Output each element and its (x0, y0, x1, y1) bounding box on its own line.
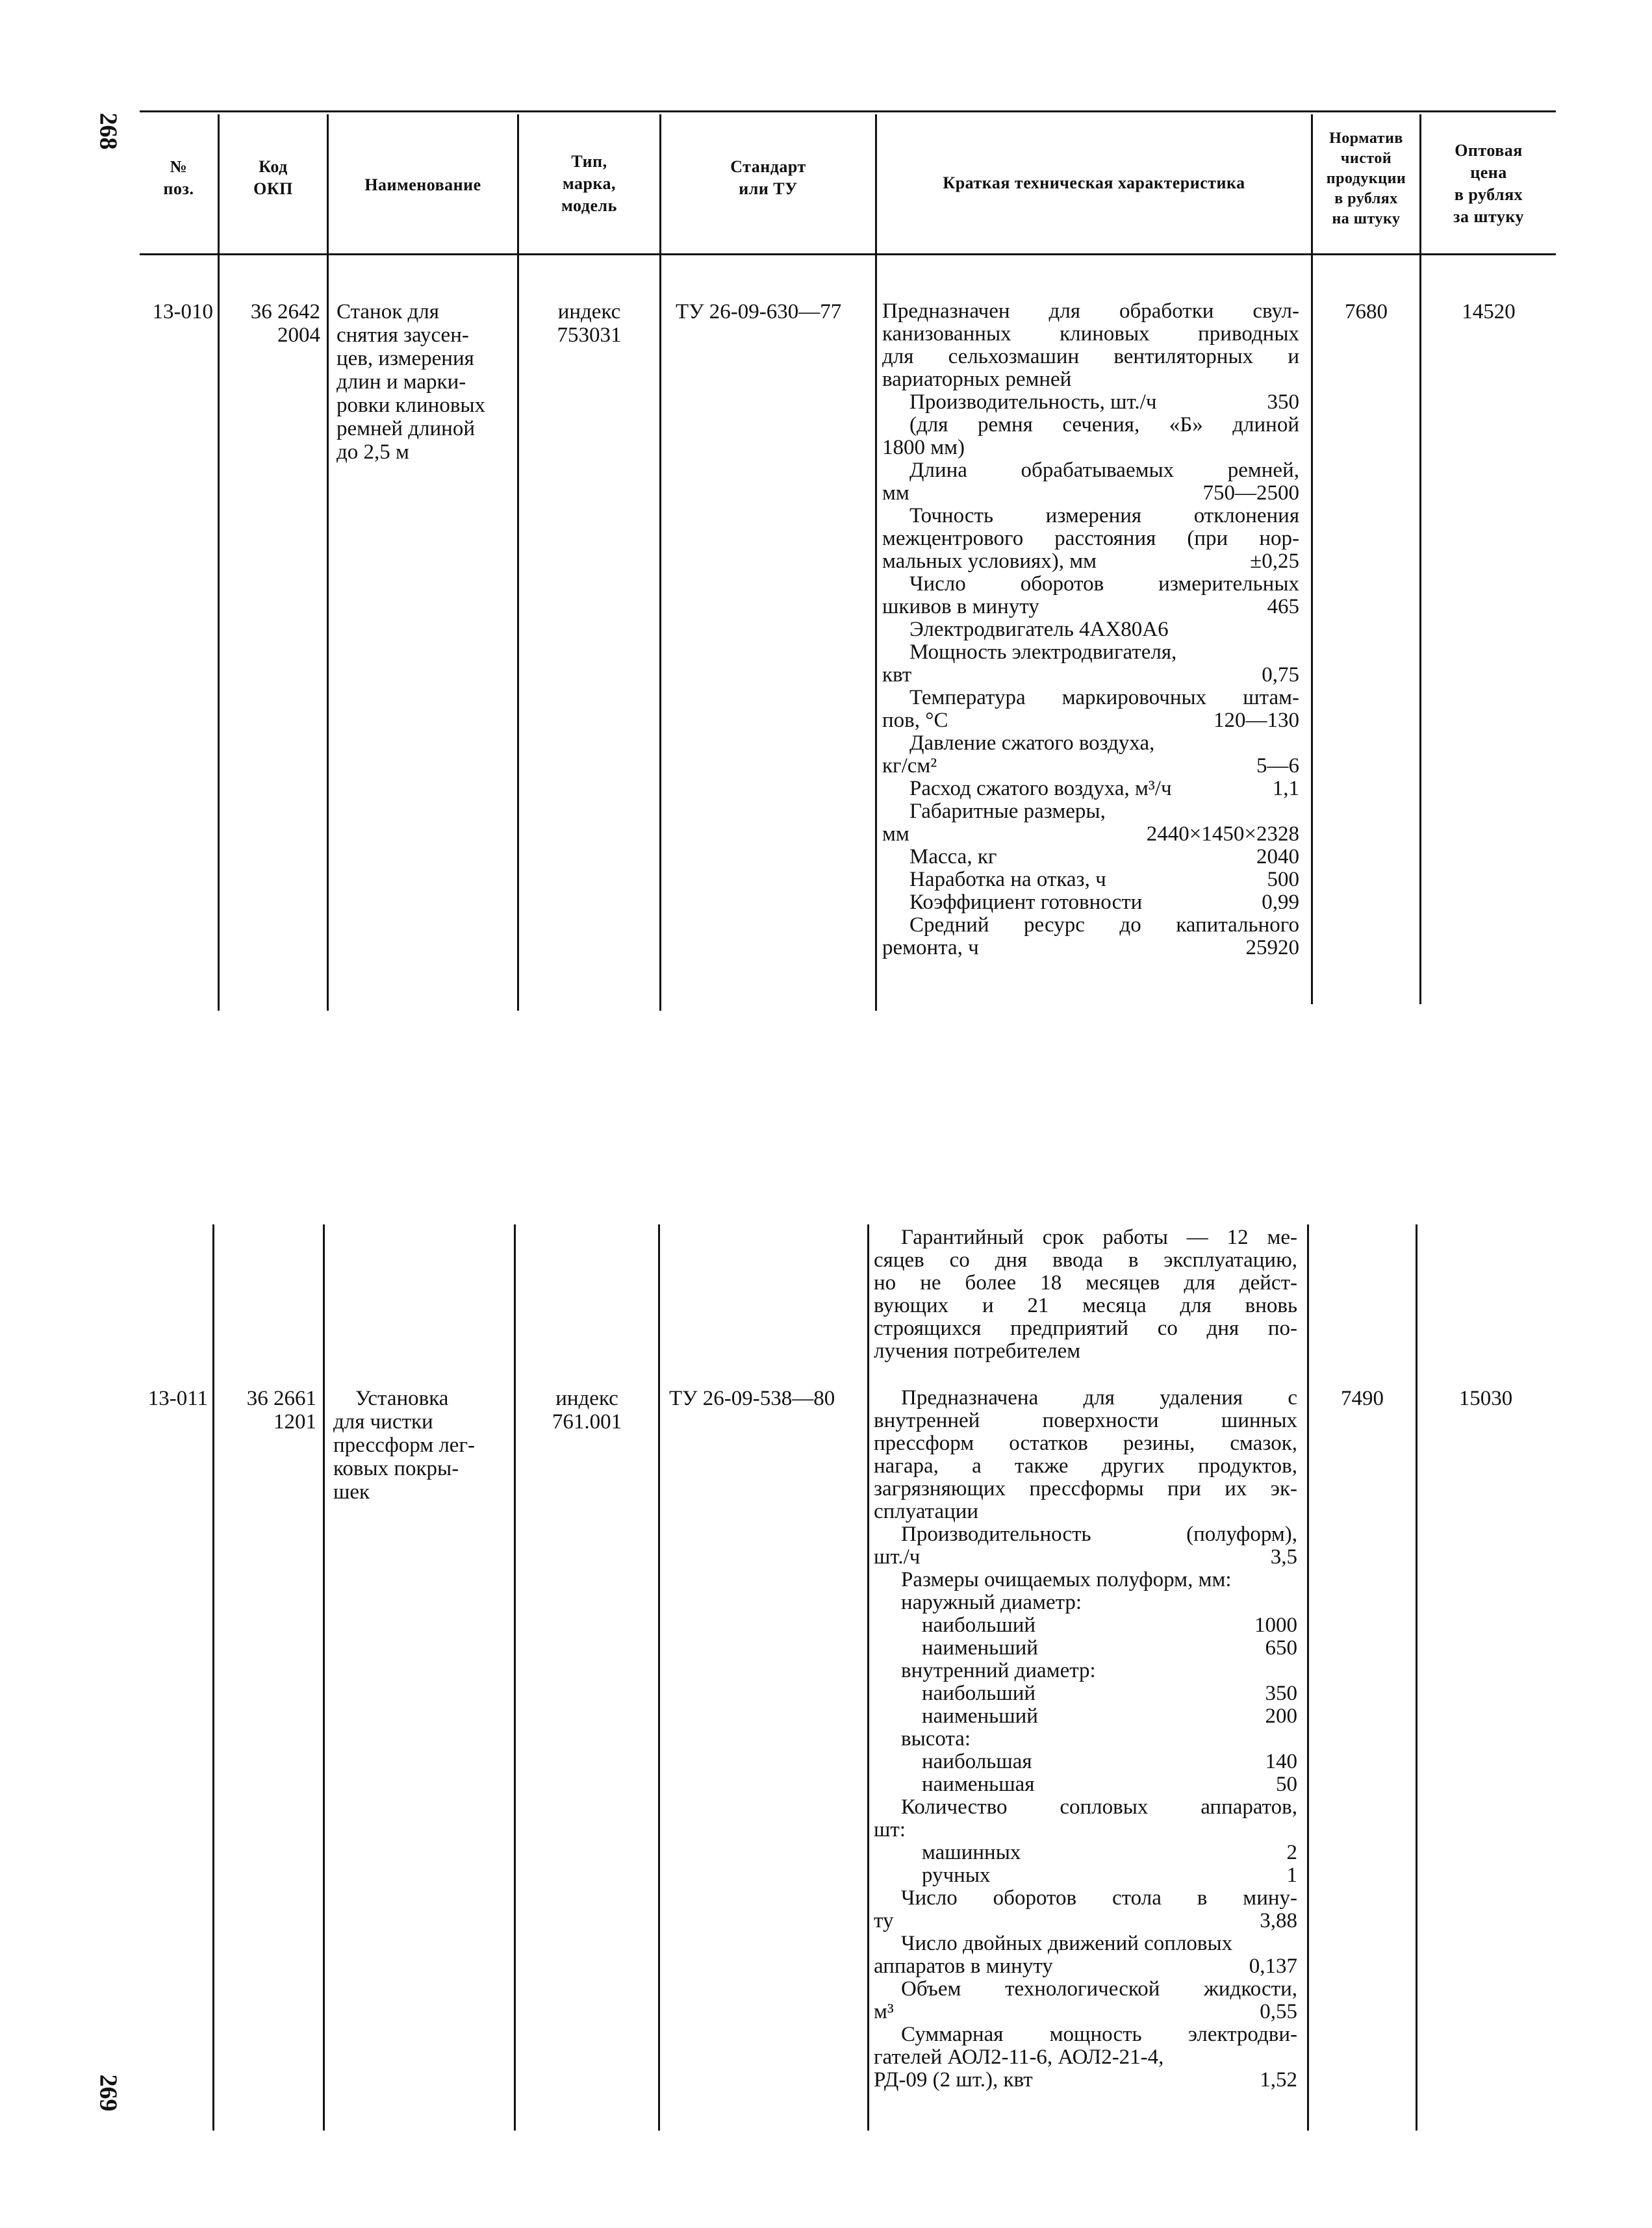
spec-value: 2 (1286, 1841, 1297, 1864)
spec-line: для сельхозмашин вентиляторных и (882, 345, 1299, 368)
spec-line: Гарантийный срок работы — 12 ме- (901, 1226, 1297, 1249)
spec-line (882, 391, 1299, 414)
spec-label: наибольший (922, 1614, 1036, 1637)
spec-value: 2040 (1256, 845, 1299, 868)
spec-label: ту (874, 1909, 894, 1932)
spec-value: 750—2500 (1202, 481, 1299, 505)
row2-type: индекс 761.001 (552, 1387, 622, 1434)
spec-line (874, 1637, 1297, 1660)
spec-label: Масса, кг (909, 845, 997, 868)
header-name: Наименование (364, 175, 481, 194)
spec-value: 350 (1267, 390, 1299, 414)
spec-line: лучения потребителем (874, 1339, 1081, 1363)
spec-value: 1,1 (1272, 777, 1299, 800)
spec-value: 465 (1267, 595, 1299, 618)
col-divider (517, 114, 519, 1011)
spec-line: вариаторных ремней (882, 368, 1072, 391)
spec-value: 0,75 (1262, 663, 1299, 687)
spec-line: Длина обрабатываемых ремней, (909, 459, 1299, 482)
row1-price: 14520 (1462, 300, 1516, 323)
header-bottom-rule (140, 253, 1556, 255)
spec-line: сплуатации (874, 1500, 979, 1523)
spec-value: 140 (1265, 1750, 1297, 1773)
spec-label: наименьшая (922, 1773, 1035, 1796)
spec-label: шкивов в минуту (882, 595, 1039, 618)
spec-line: шт: (874, 1818, 906, 1842)
spec-label: наименьший (922, 1636, 1038, 1660)
spec-value: 350 (1265, 1682, 1297, 1705)
spec-line: сяцев со дня ввода в эксплуатацию, (874, 1248, 1297, 1272)
spec-line (874, 2069, 1297, 2092)
spec-label: наибольшая (922, 1750, 1032, 1773)
header-okp: Код ОКП (253, 157, 293, 198)
page-number-top: 268 (94, 112, 122, 150)
spec-value: 200 (1265, 1704, 1297, 1728)
col-divider (327, 114, 329, 1011)
row1-name: Станок для снятия заусен- цев, измерения длин и марки- ровки клиновых ремней длиной до 2,5 м (337, 300, 486, 464)
spec-label: ремонта, ч (882, 936, 979, 959)
header-type: Тип, марка, модель (561, 152, 617, 215)
col-divider (323, 1224, 325, 2131)
spec-line: гателей АОЛ2-11-6, АОЛ2-21-4, (874, 2045, 1164, 2069)
spec-label: аппаратов в минуту (874, 1955, 1053, 1978)
spec-line: вующих и 21 месяца для вновь (874, 1294, 1297, 1317)
spec-line: Электродвигатель 4АХ80А6 (909, 618, 1169, 641)
spec-label: машинных (922, 1841, 1021, 1864)
spec-line (874, 1864, 1297, 1887)
col-divider (867, 1224, 869, 2131)
spec-label: квт (882, 663, 912, 687)
spec-value: 3,88 (1260, 1909, 1297, 1932)
header-price: Оптовая цена в рублях за штуку (1453, 141, 1524, 226)
spec-line (882, 891, 1299, 914)
row1-description (882, 300, 1299, 959)
spec-label: мм (882, 822, 909, 846)
spec-line (874, 1910, 1297, 1932)
spec-label: Наработка на отказ, ч (909, 868, 1106, 891)
spec-line (874, 1955, 1297, 1978)
spec-label: РД-09 (2 шт.), квт (874, 2068, 1033, 2092)
row1-pos: 13-010 (152, 300, 213, 323)
spec-label: наибольший (922, 1682, 1036, 1705)
spec-line: Количество сопловых аппаратов, (901, 1795, 1297, 1819)
spec-line (874, 1546, 1297, 1569)
spec-line (882, 755, 1299, 778)
spec-line: внутренней поверхности шинных (874, 1409, 1297, 1432)
spec-line (874, 1682, 1297, 1705)
spec-label: шт./ч (874, 1545, 921, 1569)
spec-line: Объем технологической жидкости, (901, 1977, 1297, 2001)
spec-value: 650 (1265, 1636, 1297, 1660)
row2-okp: 36 2661 1201 (246, 1387, 316, 1434)
spec-label: м³ (874, 2000, 894, 2023)
spec-line: высота: (901, 1727, 971, 1751)
spec-line (874, 1614, 1297, 1637)
col-divider (875, 114, 877, 1011)
header-description: Краткая техническая характеристика (943, 173, 1245, 192)
spec-line: загрязняющих прессформы при их эк- (874, 1477, 1297, 1500)
spec-line (882, 846, 1299, 868)
spec-value: 500 (1267, 868, 1299, 891)
row1-okp: 36 2642 2004 (250, 300, 320, 347)
spec-line (882, 550, 1299, 573)
spec-value: 0,55 (1260, 2000, 1297, 2023)
col-divider (658, 1224, 660, 2131)
spec-line: Размеры очищаемых полуформ, мм: (901, 1568, 1232, 1591)
spec-line: но не более 18 месяцев для дейст- (874, 1271, 1297, 1295)
spec-line: Точность измерения отклонения (909, 504, 1299, 527)
row2-name: Установка для чистки прессформ лег- ковых покры- шек (333, 1387, 475, 1504)
spec-value: 2440×1450×2328 (1146, 822, 1299, 846)
spec-line: наружный диаметр: (901, 1591, 1082, 1614)
spec-line (882, 937, 1299, 959)
row2-standard: ТУ 26-09-538—80 (669, 1387, 835, 1410)
spec-label: кг/см² (882, 754, 937, 778)
spec-line: Предназначен для обработки свул- (882, 299, 1299, 323)
spec-line (874, 1705, 1297, 1728)
spec-label: Коэффициент готовности (909, 891, 1143, 914)
spec-value: 1000 (1254, 1614, 1297, 1637)
col-divider (1307, 1224, 1309, 2131)
spec-label: ручных (922, 1864, 991, 1887)
spec-line: Число оборотов измерительных (909, 572, 1299, 596)
spec-line: Габаритные размеры, (909, 800, 1106, 823)
spec-label: мальных условиях), мм (882, 550, 1097, 573)
col-divider (218, 114, 220, 1011)
spec-line (874, 2001, 1297, 2023)
spec-line (882, 482, 1299, 505)
spec-value: 1,52 (1260, 2068, 1297, 2092)
spec-line (874, 1751, 1297, 1773)
col-divider (1311, 114, 1313, 1004)
col-divider (659, 114, 661, 1011)
spec-label: мм (882, 481, 909, 505)
spec-line (874, 1842, 1297, 1864)
page-number-bottom: 269 (94, 2074, 122, 2112)
spec-line: Число оборотов стола в мину- (901, 1886, 1297, 1910)
spec-line: 1800 мм) (882, 436, 965, 459)
spec-line: Суммарная мощность электродви- (901, 2023, 1297, 2046)
row2-description (874, 1387, 1297, 2092)
col-divider (1416, 1224, 1417, 2131)
spec-line: Число двойных движений сопловых (901, 1932, 1233, 1955)
spec-line (882, 664, 1299, 687)
spec-label: наименьший (922, 1704, 1038, 1728)
spec-line (874, 1773, 1297, 1796)
spec-value: 0,137 (1249, 1955, 1297, 1978)
spec-value: 1 (1286, 1864, 1297, 1887)
row2-price: 15030 (1458, 1387, 1513, 1410)
header-pos: № поз. (163, 157, 194, 198)
spec-line: прессформ остатков резины, смазок, (874, 1432, 1297, 1455)
spec-line (882, 778, 1299, 800)
header-top-rule (140, 110, 1556, 112)
spec-line: внутренний диаметр: (901, 1659, 1096, 1682)
spec-line: (для ремня сечения, «Б» длиной (909, 413, 1299, 437)
spec-value: ±0,25 (1250, 550, 1299, 573)
spec-value: 120—130 (1214, 709, 1299, 732)
col-divider (212, 1224, 214, 2131)
spec-value: 5—6 (1256, 754, 1299, 778)
row1-norm: 7680 (1345, 300, 1388, 323)
spec-line: нагара, а также других продуктов, (874, 1454, 1297, 1478)
row1-type: индекс 753031 (557, 300, 622, 347)
spec-value: 25920 (1245, 936, 1299, 959)
spec-line (882, 823, 1299, 846)
row1-standard: ТУ 26-09-630—77 (676, 300, 842, 323)
spec-line: межцентрового расстояния (при нор- (882, 527, 1299, 550)
spec-value: 0,99 (1262, 891, 1299, 914)
spec-line: Мощность электродвигателя, (909, 640, 1177, 664)
spec-line (882, 868, 1299, 891)
spec-line: Предназначена для удаления с (901, 1386, 1297, 1410)
spec-line: Давление сжатого воздуха, (909, 731, 1155, 755)
spec-line: строящихся предприятий со дня по- (874, 1317, 1297, 1340)
spec-label: Расход сжатого воздуха, м³/ч (909, 777, 1172, 800)
spec-line: канизованных клиновых приводных (882, 322, 1299, 346)
spec-line: Температура маркировочных штам- (909, 686, 1299, 709)
col-divider (1419, 114, 1421, 1004)
col-divider (514, 1224, 516, 2131)
spec-label: пов, °С (882, 709, 948, 732)
header-norm: Норматив чистой продукции в рублях на штуку (1326, 130, 1406, 227)
spec-value: 3,5 (1270, 1545, 1297, 1569)
spec-line (882, 709, 1299, 732)
spec-line: Производительность (полуформ), (901, 1523, 1297, 1546)
row2-guarantee (874, 1226, 1297, 1363)
spec-line: Средний ресурс до капитального (909, 913, 1299, 937)
row2-norm: 7490 (1341, 1387, 1384, 1410)
spec-value: 50 (1276, 1773, 1297, 1796)
row2-pos: 13-011 (147, 1387, 208, 1410)
spec-label: Производительность, шт./ч (909, 390, 1157, 414)
spec-line (882, 596, 1299, 618)
header-standard: Стандарт или ТУ (730, 157, 806, 198)
